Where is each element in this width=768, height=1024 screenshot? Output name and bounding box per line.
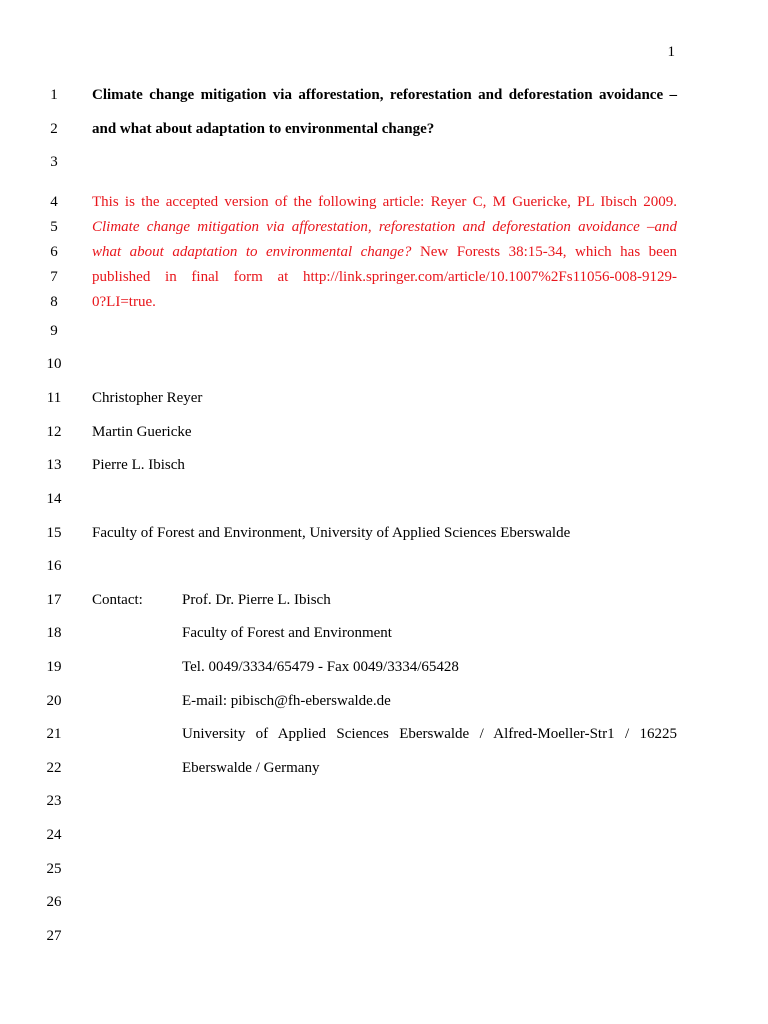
manuscript-line bbox=[0, 241, 768, 263]
line-number: 25 bbox=[46, 861, 62, 877]
notice-line-7: published in final form at http://link.springer.com/article/10.1007%2Fs11056-008-9129- bbox=[92, 269, 677, 285]
line-number: 26 bbox=[46, 894, 62, 910]
notice-line-8: 0?LI=true. bbox=[92, 294, 156, 310]
manuscript-line bbox=[0, 488, 768, 510]
contact-faculty: Faculty of Forest and Environment bbox=[182, 625, 392, 641]
line-number: 24 bbox=[46, 827, 62, 843]
line-number: 3 bbox=[50, 154, 58, 170]
contact-address-2: Eberswalde / Germany bbox=[182, 760, 320, 776]
line-number: 14 bbox=[46, 491, 62, 507]
line-number: 21 bbox=[46, 726, 62, 742]
title-line-1: Climate change mitigation via afforestation, reforestation and deforestation avoidance – bbox=[92, 87, 677, 103]
manuscript-line bbox=[0, 824, 768, 846]
line-number: 16 bbox=[46, 558, 62, 574]
manuscript-line bbox=[0, 723, 768, 745]
manuscript-line bbox=[0, 622, 768, 644]
journal-reference: New Forests 38:15-34, which has been bbox=[411, 244, 677, 260]
article-title-italic: what about adaptation to environmental change? bbox=[92, 244, 412, 260]
line-number: 20 bbox=[46, 693, 62, 709]
contact-address-1: University of Applied Sciences Eberswalde / Alfred-Moeller-Str1 / 16225 bbox=[182, 726, 677, 742]
line-number: 8 bbox=[50, 294, 58, 310]
manuscript-line bbox=[0, 757, 768, 779]
line-number: 12 bbox=[46, 424, 62, 440]
manuscript-line bbox=[0, 522, 768, 544]
manuscript-line bbox=[0, 387, 768, 409]
contact-email: E-mail: pibisch@fh-eberswalde.de bbox=[182, 693, 391, 709]
manuscript-line bbox=[0, 118, 768, 140]
manuscript-line bbox=[0, 589, 768, 611]
line-number: 6 bbox=[50, 244, 58, 260]
notice-line-4: This is the accepted version of the following article: Reyer C, M Guericke, PL Ibisch 2009. bbox=[92, 194, 677, 210]
title-line-2: and what about adaptation to environmental change? bbox=[92, 121, 435, 137]
affiliation: Faculty of Forest and Environment, University of Applied Sciences Eberswalde bbox=[92, 525, 571, 541]
manuscript-line bbox=[0, 353, 768, 375]
line-number: 7 bbox=[50, 269, 58, 285]
manuscript-line bbox=[0, 790, 768, 812]
manuscript-line bbox=[0, 191, 768, 213]
line-number: 4 bbox=[50, 194, 58, 210]
manuscript-line bbox=[0, 891, 768, 913]
line-number: 17 bbox=[46, 592, 62, 608]
manuscript-line bbox=[0, 266, 768, 288]
manuscript-line bbox=[0, 291, 768, 313]
manuscript-line bbox=[0, 656, 768, 678]
line-number: 1 bbox=[50, 87, 58, 103]
line-number: 18 bbox=[46, 625, 62, 641]
manuscript-line bbox=[0, 421, 768, 443]
notice-line-5: Climate change mitigation via afforestation, reforestation and deforestation avoidance –and bbox=[92, 219, 677, 235]
line-number: 11 bbox=[46, 390, 62, 406]
author-name: Christopher Reyer bbox=[92, 390, 203, 406]
line-number: 15 bbox=[46, 525, 62, 541]
manuscript-line bbox=[0, 925, 768, 947]
line-number: 5 bbox=[50, 219, 58, 235]
contact-label: Contact: bbox=[92, 592, 143, 608]
manuscript-line bbox=[0, 454, 768, 476]
author-name: Martin Guericke bbox=[92, 424, 192, 440]
line-number: 23 bbox=[46, 793, 62, 809]
manuscript-line bbox=[0, 216, 768, 238]
author-name: Pierre L. Ibisch bbox=[92, 457, 185, 473]
manuscript-line bbox=[0, 555, 768, 577]
line-number: 27 bbox=[46, 928, 62, 944]
line-number: 9 bbox=[50, 323, 58, 339]
manuscript-line bbox=[0, 690, 768, 712]
line-number: 19 bbox=[46, 659, 62, 675]
manuscript-line bbox=[0, 320, 768, 342]
notice-line-6 bbox=[92, 241, 677, 263]
manuscript-line bbox=[0, 858, 768, 880]
line-number: 2 bbox=[50, 121, 58, 137]
page-number: 1 bbox=[667, 44, 675, 60]
line-number: 22 bbox=[46, 760, 62, 776]
contact-phone-fax: Tel. 0049/3334/65479 - Fax 0049/3334/65428 bbox=[182, 659, 459, 675]
line-number: 13 bbox=[46, 457, 62, 473]
contact-name: Prof. Dr. Pierre L. Ibisch bbox=[182, 592, 331, 608]
line-number: 10 bbox=[46, 356, 62, 372]
manuscript-line bbox=[0, 151, 768, 173]
manuscript-line bbox=[0, 84, 768, 106]
